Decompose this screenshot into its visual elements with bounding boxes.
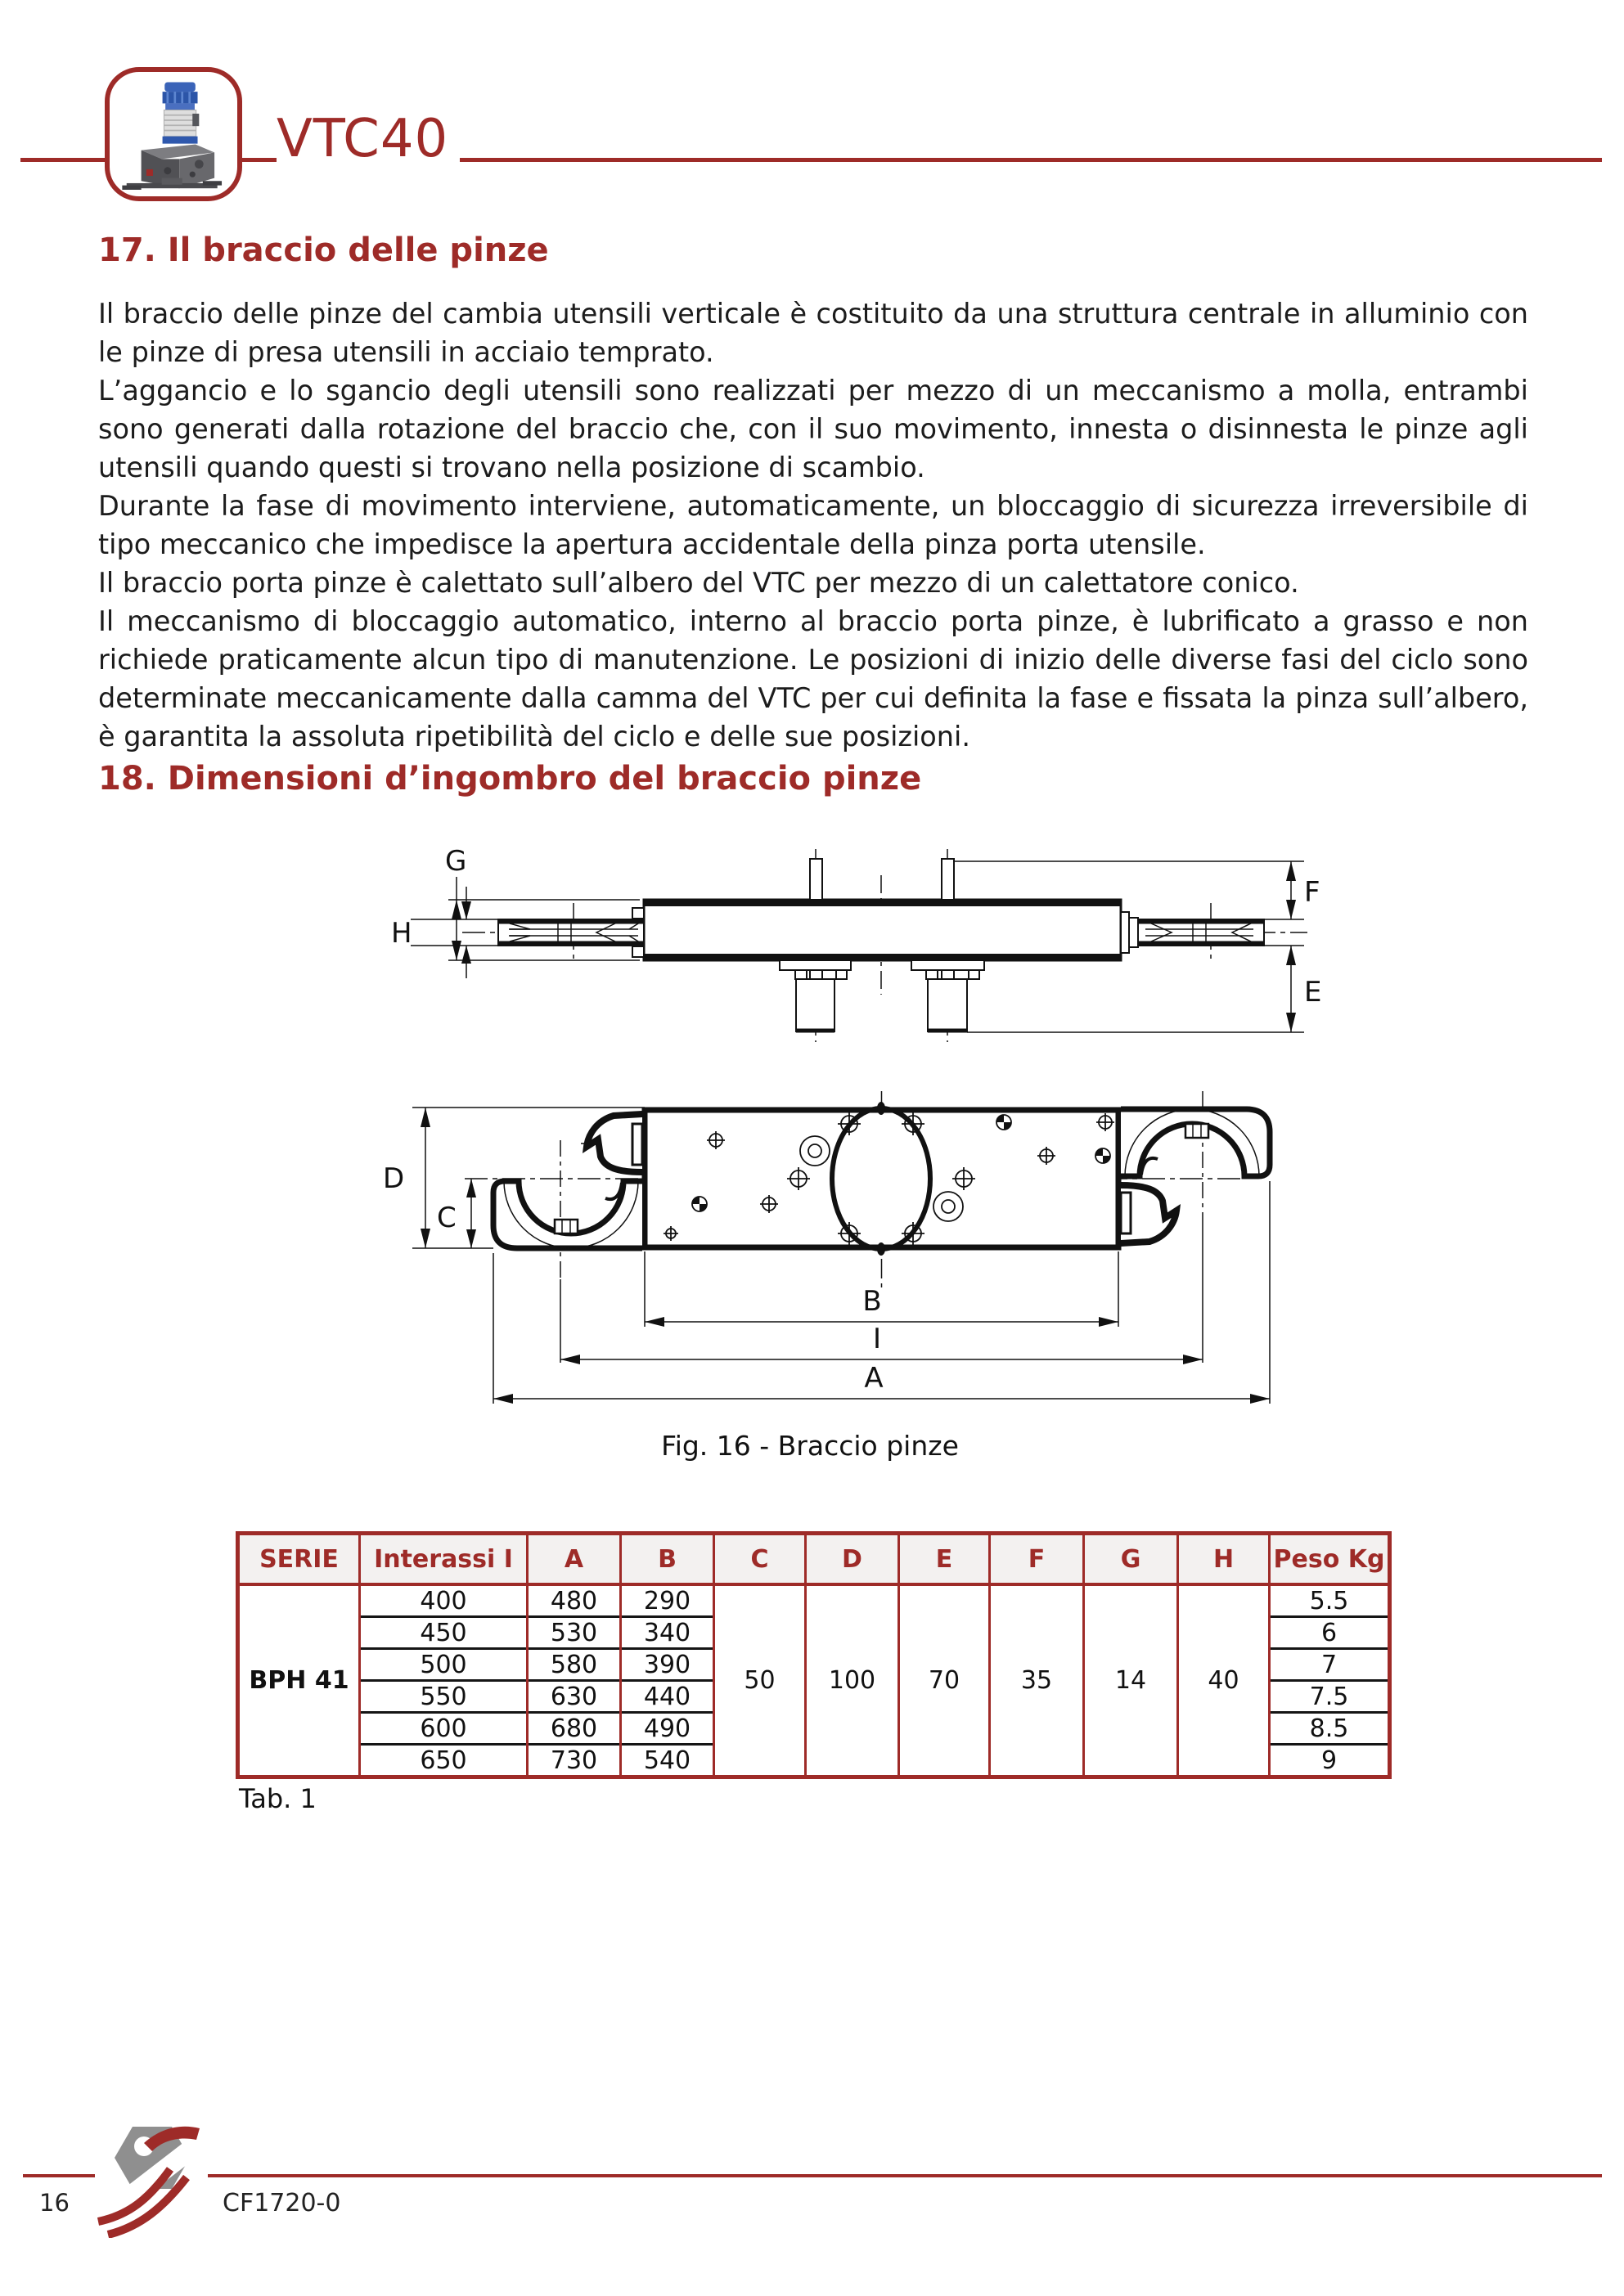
col-header-d: D	[806, 1534, 899, 1585]
dim-label-d: D	[383, 1162, 405, 1195]
section-17-body	[98, 294, 1528, 756]
cell-a: 530	[528, 1617, 621, 1649]
col-header-e: E	[899, 1534, 990, 1585]
table-row	[238, 1584, 1390, 1617]
page-number: 16	[39, 2189, 70, 2217]
dim-label-g: G	[445, 845, 467, 878]
col-header-c: C	[714, 1534, 806, 1585]
cell-a: 580	[528, 1649, 621, 1681]
footer-rule-right	[208, 2174, 1602, 2177]
document-code: CF1720-0	[223, 2189, 341, 2217]
series-cell: BPH 41	[238, 1584, 360, 1777]
cell-interassi: 550	[360, 1681, 528, 1713]
product-photo-icon	[116, 79, 231, 190]
cell-b: 490	[621, 1713, 714, 1745]
col-header-serie: SERIE	[238, 1534, 360, 1585]
dim-label-h: H	[391, 917, 412, 950]
cell-interassi: 650	[360, 1745, 528, 1777]
section-18-heading: 18. Dimensioni d’ingombro del braccio pinze	[98, 760, 922, 798]
paragraph: Il meccanismo di bloccaggio automatico, interno al braccio porta pinze, è lubrificato a grasso e non richiede praticamente alcun tipo di manutenzione. Le posizioni di inizio delle diverse fasi del ciclo sono determinate meccanicamente dalla camma del VTC per cui definita la fase e fissata la pinza sull’albero, è garantita la assoluta ripetibilità del ciclo e delle sue posizioni.	[98, 605, 1528, 753]
cell-h-shared: 40	[1178, 1584, 1270, 1777]
header-rule	[20, 158, 1602, 162]
cell-a: 730	[528, 1745, 621, 1777]
section-17-heading: 17. Il braccio delle pinze	[98, 231, 549, 269]
cell-b: 290	[621, 1584, 714, 1617]
col-header-interassi: Interassi I	[360, 1534, 528, 1585]
cell-a: 630	[528, 1681, 621, 1713]
cell-d-shared: 100	[806, 1584, 899, 1777]
dim-label-a: A	[864, 1362, 884, 1395]
paragraph: Il braccio porta pinze è calettato sull’albero del VTC per mezzo di un calettatore conico.	[98, 567, 1299, 599]
cell-interassi: 600	[360, 1713, 528, 1745]
cell-a: 680	[528, 1713, 621, 1745]
cell-peso: 7.5	[1270, 1681, 1390, 1713]
cell-f-shared: 35	[990, 1584, 1084, 1777]
cell-peso: 6	[1270, 1617, 1390, 1649]
top-view-drawing	[360, 1088, 1342, 1466]
dim-label-c: C	[437, 1202, 457, 1234]
paragraph: Durante la fase di movimento interviene, automaticamente, un bloccaggio di sicurezza irreversibile di tipo meccanico che impedisce la apertura accidentale della pinza porta utensile.	[98, 490, 1528, 560]
cell-b: 540	[621, 1745, 714, 1777]
cell-interassi: 450	[360, 1617, 528, 1649]
cell-b: 440	[621, 1681, 714, 1713]
footer-rule-left	[23, 2174, 95, 2177]
company-logo-icon	[95, 2115, 208, 2241]
col-header-f: F	[990, 1534, 1084, 1585]
dim-label-f: F	[1304, 876, 1320, 909]
table-caption: Tab. 1	[239, 1783, 317, 1814]
col-header-g: G	[1084, 1534, 1178, 1585]
cell-peso: 8.5	[1270, 1713, 1390, 1745]
col-header-h: H	[1178, 1534, 1270, 1585]
cell-b: 390	[621, 1649, 714, 1681]
table-header-row	[238, 1534, 1390, 1585]
figure-caption: Fig. 16 - Braccio pinze	[661, 1430, 959, 1462]
cell-interassi: 500	[360, 1649, 528, 1681]
dim-label-i: I	[872, 1323, 882, 1355]
page-title: VTC40	[277, 113, 460, 170]
dim-label-b: B	[862, 1285, 882, 1318]
cell-peso: 9	[1270, 1745, 1390, 1777]
cell-e-shared: 70	[899, 1584, 990, 1777]
cell-b: 340	[621, 1617, 714, 1649]
paragraph: Il braccio delle pinze del cambia utensili verticale è costituito da una struttura centrale in alluminio con le pinze di presa utensili in acciaio temprato.	[98, 298, 1528, 368]
col-header-b: B	[621, 1534, 714, 1585]
cell-a: 480	[528, 1584, 621, 1617]
cell-g-shared: 14	[1084, 1584, 1178, 1777]
dim-label-e: E	[1304, 976, 1322, 1009]
cell-interassi: 400	[360, 1584, 528, 1617]
side-view-drawing	[385, 828, 1334, 1073]
cell-c-shared: 50	[714, 1584, 806, 1777]
col-header-a: A	[528, 1534, 621, 1585]
dimensions-table	[236, 1531, 1392, 1779]
cell-peso: 5.5	[1270, 1584, 1390, 1617]
paragraph: L’aggancio e lo sgancio degli utensili sono realizzati per mezzo di un meccanismo a molla, entrambi sono generati dalla rotazione del braccio che, con il suo movimento, innesta o disinnesta le pinze agli utensili quando questi si trovano nella posizione di scambio.	[98, 375, 1528, 483]
product-photo-frame	[105, 67, 242, 201]
col-header-peso: Peso Kg	[1270, 1534, 1390, 1585]
cell-peso: 7	[1270, 1649, 1390, 1681]
